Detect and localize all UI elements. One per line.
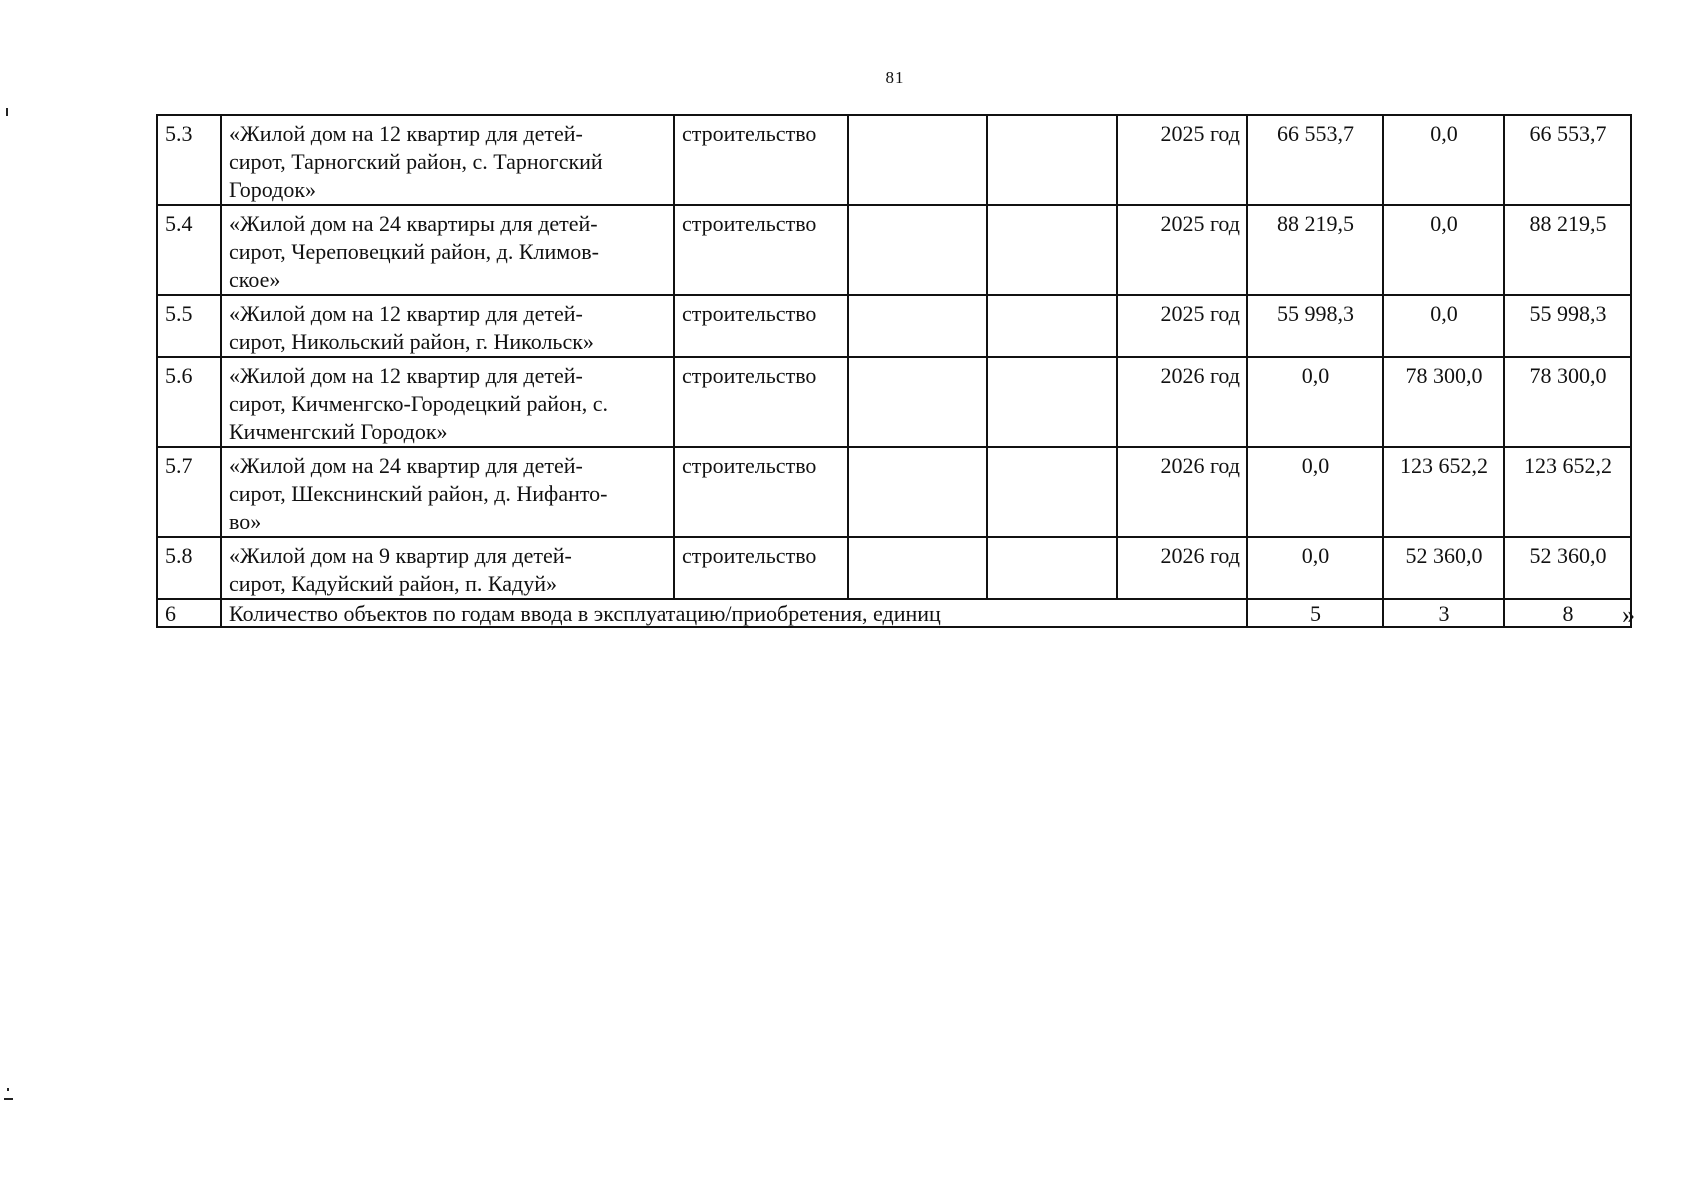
cell-count-2025: 5 — [1247, 599, 1383, 627]
cell-object-name: «Жилой дом на 24 квартир для детей- сирот, Шекснинский район, д. Нифанто- во» — [221, 447, 674, 537]
cell-total-label: Количество объектов по годам ввода в эксплуатацию/приобретения, единиц — [221, 599, 1247, 627]
cell-object-name: «Жилой дом на 24 квартиры для детей- сирот, Череповецкий район, д. Климов- ское» — [221, 205, 674, 295]
cell-empty-5 — [987, 447, 1117, 537]
cell-work-type: строительство — [674, 357, 848, 447]
cell-object-name: «Жилой дом на 12 квартир для детей- сирот, Кичменгско-Городецкий район, с. Кичменгский Городок» — [221, 357, 674, 447]
cell-amount-2026: 123 652,2 — [1383, 447, 1504, 537]
cell-amount-total: 88 219,5 — [1504, 205, 1631, 295]
cell-year: 2025 год — [1117, 205, 1247, 295]
table-row — [157, 205, 1631, 295]
cell-empty-4 — [848, 537, 987, 599]
cell-number: 5.7 — [157, 447, 221, 537]
cell-object-name: «Жилой дом на 12 квартир для детей- сирот, Никольский район, г. Никольск» — [221, 295, 674, 357]
cell-empty-5 — [987, 205, 1117, 295]
cell-empty-5 — [987, 115, 1117, 205]
cell-number: 5.6 — [157, 357, 221, 447]
objects-table — [156, 114, 1632, 628]
cell-amount-2026: 0,0 — [1383, 295, 1504, 357]
cell-empty-4 — [848, 357, 987, 447]
cell-amount-total: 66 553,7 — [1504, 115, 1631, 205]
margin-mark-top — [6, 108, 8, 116]
table-body — [157, 115, 1631, 627]
closing-quote: » — [1622, 600, 1635, 629]
cell-amount-total: 52 360,0 — [1504, 537, 1631, 599]
cell-number: 5.8 — [157, 537, 221, 599]
table-row — [157, 295, 1631, 357]
cell-amount-2025: 0,0 — [1247, 537, 1383, 599]
cell-amount-total: 55 998,3 — [1504, 295, 1631, 357]
table-row — [157, 447, 1631, 537]
table-row-total — [157, 599, 1631, 627]
cell-object-name: «Жилой дом на 12 квартир для детей- сирот, Тарногский район, с. Тарногский Городок» — [221, 115, 674, 205]
cell-amount-2025: 0,0 — [1247, 447, 1383, 537]
cell-amount-2026: 52 360,0 — [1383, 537, 1504, 599]
cell-object-name: «Жилой дом на 9 квартир для детей- сирот, Кадуйский район, п. Кадуй» — [221, 537, 674, 599]
cell-empty-5 — [987, 295, 1117, 357]
cell-work-type: строительство — [674, 115, 848, 205]
cell-amount-total: 78 300,0 — [1504, 357, 1631, 447]
table-row — [157, 537, 1631, 599]
margin-mark-bottom — [4, 1098, 13, 1100]
cell-work-type: строительство — [674, 295, 848, 357]
table-row — [157, 357, 1631, 447]
cell-amount-2025: 66 553,7 — [1247, 115, 1383, 205]
cell-amount-2025: 55 998,3 — [1247, 295, 1383, 357]
margin-mark-dot — [7, 1088, 9, 1091]
cell-empty-4 — [848, 115, 987, 205]
cell-year: 2026 год — [1117, 447, 1247, 537]
cell-year: 2026 год — [1117, 537, 1247, 599]
cell-empty-4 — [848, 205, 987, 295]
cell-count-2026: 3 — [1383, 599, 1504, 627]
cell-work-type: строительство — [674, 537, 848, 599]
table-row — [157, 115, 1631, 205]
cell-number: 5.5 — [157, 295, 221, 357]
cell-year: 2025 год — [1117, 295, 1247, 357]
cell-empty-4 — [848, 295, 987, 357]
cell-empty-4 — [848, 447, 987, 537]
cell-number: 5.3 — [157, 115, 221, 205]
cell-amount-2025: 88 219,5 — [1247, 205, 1383, 295]
cell-year: 2025 год — [1117, 115, 1247, 205]
cell-work-type: строительство — [674, 205, 848, 295]
cell-empty-5 — [987, 537, 1117, 599]
cell-amount-2025: 0,0 — [1247, 357, 1383, 447]
cell-work-type: строительство — [674, 447, 848, 537]
cell-year: 2026 год — [1117, 357, 1247, 447]
page-number: 81 — [885, 68, 905, 87]
cell-amount-total: 123 652,2 — [1504, 447, 1631, 537]
cell-amount-2026: 0,0 — [1383, 205, 1504, 295]
cell-amount-2026: 0,0 — [1383, 115, 1504, 205]
cell-empty-5 — [987, 357, 1117, 447]
cell-number: 6 — [157, 599, 221, 627]
cell-number: 5.4 — [157, 205, 221, 295]
cell-amount-2026: 78 300,0 — [1383, 357, 1504, 447]
cell-count-total: 8 — [1504, 599, 1631, 627]
